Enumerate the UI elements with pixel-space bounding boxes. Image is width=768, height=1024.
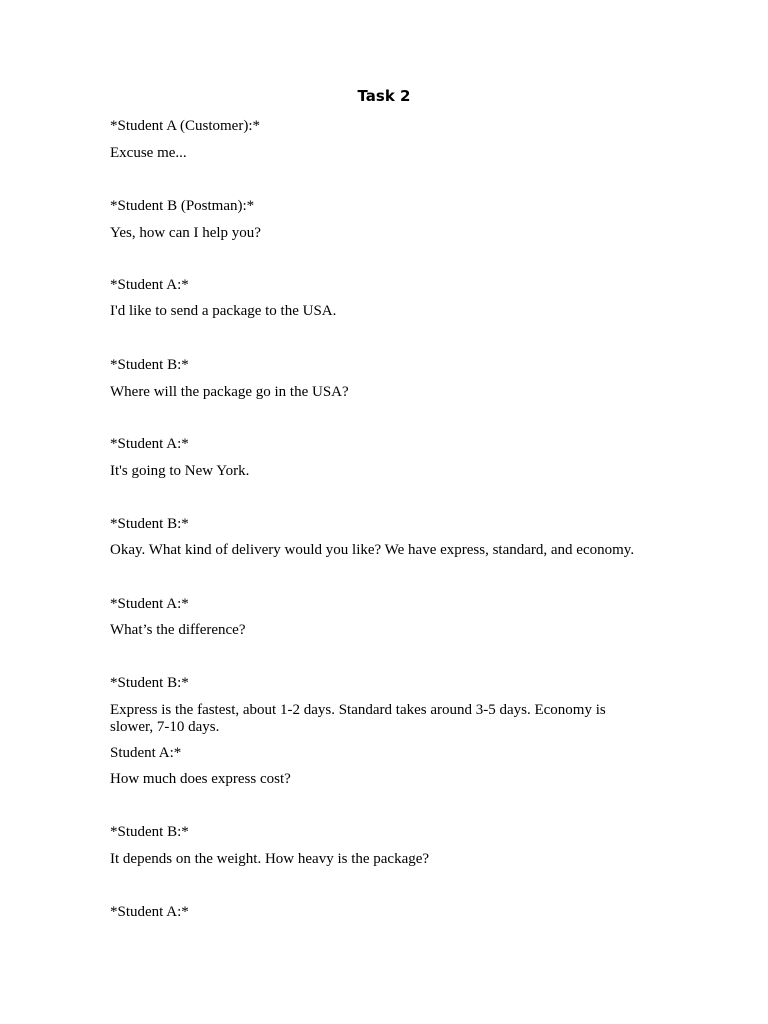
dialogue-line: Excuse me... — [110, 145, 187, 161]
speaker-label: *Student B:* — [110, 516, 189, 532]
speaker-label: *Student A:* — [110, 436, 189, 452]
speaker-label: *Student A:* — [110, 904, 189, 920]
dialogue-line: It's going to New York. — [110, 463, 250, 479]
dialogue-line: What’s the difference? — [110, 622, 246, 638]
dialogue-line: I'd like to send a package to the USA. — [110, 303, 337, 319]
speaker-label: *Student B:* — [110, 824, 189, 840]
speaker-label: *Student B (Postman):* — [110, 198, 255, 214]
speaker-label: *Student A:* — [110, 277, 189, 293]
dialogue-line: Express is the fastest, about 1-2 days. Standard takes around 3-5 days. Economy is slower, 7-10 days. — [110, 702, 606, 735]
dialogue-line: Yes, how can I help you? — [110, 225, 261, 241]
dialogue-line: It depends on the weight. How heavy is the package? — [110, 851, 430, 867]
dialogue-line: How much does express cost? — [110, 771, 291, 787]
document-title: Task 2 — [357, 87, 411, 105]
speaker-label: Student A:* — [110, 745, 182, 761]
speaker-label: *Student B:* — [110, 675, 189, 691]
speaker-label: *Student B:* — [110, 357, 189, 373]
speaker-label: *Student A (Customer):* — [110, 118, 260, 134]
dialogue-line: Where will the package go in the USA? — [110, 384, 349, 400]
dialogue-line: Okay. What kind of delivery would you like? We have express, standard, and economy. — [110, 542, 635, 558]
speaker-label: *Student A:* — [110, 596, 189, 612]
